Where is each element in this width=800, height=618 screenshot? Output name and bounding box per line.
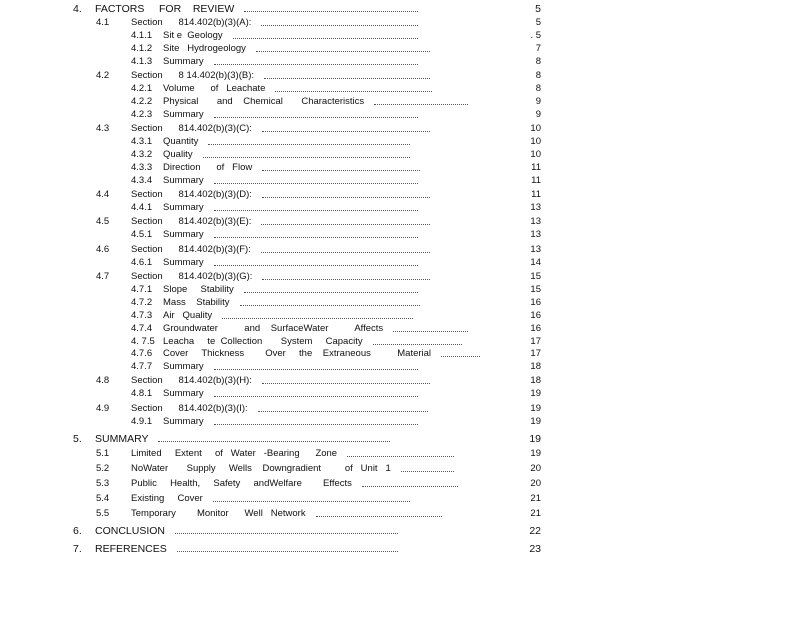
toc-entry[interactable]: [0, 149, 560, 161]
toc-entry-page-number: 11: [531, 189, 541, 200]
toc-entry-title: Section 814.402(b)(3)(I):: [131, 403, 248, 414]
toc-entry-page-number: 11: [531, 162, 541, 173]
dot-leader: [244, 11, 418, 12]
toc-entry[interactable]: [0, 123, 560, 135]
toc-entry[interactable]: [0, 478, 560, 490]
dot-leader: [262, 279, 430, 280]
toc-entry[interactable]: [0, 175, 560, 187]
toc-entry-number: 4.9.1: [131, 416, 153, 427]
toc-entry-number: 5.5: [96, 508, 110, 519]
toc-entry[interactable]: [0, 310, 560, 322]
toc-entry-page-number: 10: [530, 136, 541, 147]
toc-entry-number: 5.2: [96, 463, 110, 474]
dot-leader: [233, 38, 418, 39]
toc-entry-title: Summary: [163, 388, 204, 399]
dot-leader: [158, 441, 390, 442]
toc-entry-number: 4.1.3: [131, 56, 153, 67]
dot-leader: [214, 396, 418, 397]
dot-leader: [213, 501, 410, 502]
toc-entry[interactable]: [0, 189, 560, 201]
toc-entry[interactable]: [0, 56, 560, 68]
toc-entry[interactable]: [0, 96, 560, 108]
toc-entry[interactable]: [0, 543, 560, 555]
toc-entry-number: 4.7.7: [131, 361, 153, 372]
toc-entry[interactable]: [0, 525, 560, 537]
toc-entry-title: Mass Stability: [163, 297, 230, 308]
toc-entry-title: Temporary Monitor Well Network: [131, 508, 306, 519]
toc-entry[interactable]: [0, 508, 560, 520]
toc-entry[interactable]: [0, 3, 560, 15]
toc-entry-page-number: 21: [530, 508, 541, 519]
toc-entry-number: 4.3.1: [131, 136, 153, 147]
toc-entry-title: Leacha te Collection System Capacity: [163, 336, 363, 347]
toc-entry[interactable]: [0, 202, 560, 214]
toc-entry-title: Limited Extent of Water -Bearing Zone: [131, 448, 338, 459]
toc-entry-page-number: 10: [530, 123, 541, 134]
toc-entry[interactable]: [0, 297, 560, 309]
toc-entry-number: 4.5: [96, 216, 110, 227]
dot-leader: [261, 25, 418, 26]
toc-entry-title: Section 814.402(b)(3)(C):: [131, 123, 252, 134]
toc-entry-title: Summary: [163, 229, 204, 240]
toc-entry-number: 4.1.2: [131, 43, 153, 54]
toc-entry-number: 4.4: [96, 189, 110, 200]
dot-leader: [374, 104, 468, 105]
dot-leader: [347, 456, 454, 457]
toc-entry[interactable]: [0, 403, 560, 415]
dot-leader: [240, 305, 420, 306]
toc-entry-title: Summary: [163, 416, 204, 427]
toc-entry-title: SUMMARY: [95, 433, 149, 445]
dot-leader: [362, 486, 458, 487]
toc-entry-number: 5.: [73, 433, 82, 445]
toc-entry-title: Section 814.402(b)(3)(F):: [131, 244, 251, 255]
toc-entry-title: Existing Cover: [131, 493, 203, 504]
toc-entry-page-number: 7: [535, 43, 541, 54]
dot-leader: [262, 131, 430, 132]
toc-entry-number: 4.7.4: [131, 323, 153, 334]
toc-entry-title: Site Hydrogeology: [163, 43, 246, 54]
dot-leader: [258, 411, 428, 412]
toc-entry-title: Physical and Chemical Characteristics: [163, 96, 365, 107]
toc-entry[interactable]: [0, 463, 560, 475]
dot-leader: [214, 64, 418, 65]
toc-entry-number: 4.6: [96, 244, 110, 255]
dot-leader: [208, 144, 410, 145]
toc-entry-title: Cover Thickness Over the Extraneous Material: [163, 348, 432, 359]
toc-entry[interactable]: [0, 361, 560, 373]
toc-entry[interactable]: [0, 257, 560, 269]
toc-entry[interactable]: [0, 416, 560, 428]
toc-entry-number: 4.4.1: [131, 202, 153, 213]
toc-entry-page-number: 10: [530, 149, 541, 160]
toc-entry-title: NoWater Supply Wells Downgradient of Unit 1: [131, 463, 391, 474]
toc-entry[interactable]: [0, 323, 560, 335]
toc-entry[interactable]: [0, 336, 560, 348]
toc-entry-title: FACTORS FOR REVIEW: [95, 3, 235, 15]
toc-entry[interactable]: [0, 348, 560, 360]
toc-entry-title: Section 814.402(b)(3)(D):: [131, 189, 252, 200]
toc-entry-number: 4.2.1: [131, 83, 153, 94]
toc-entry[interactable]: [0, 284, 560, 296]
dot-leader: [214, 424, 418, 425]
toc-entry[interactable]: [0, 448, 560, 460]
toc-entry-number: 4.7.3: [131, 310, 153, 321]
toc-entry-title: CONCLUSION: [95, 525, 166, 537]
toc-entry-number: 4.3.3: [131, 162, 153, 173]
toc-entry-page-number: 19: [530, 403, 541, 414]
dot-leader: [214, 265, 418, 266]
toc-entry-title: Summary: [163, 109, 204, 120]
toc-entry-page-number: 17: [530, 336, 541, 347]
toc-entry-number: 4.8: [96, 375, 110, 386]
toc-entry-number: 4.: [73, 3, 82, 15]
toc-entry[interactable]: [0, 388, 560, 400]
dot-leader: [256, 51, 430, 52]
dot-leader: [262, 197, 430, 198]
dot-leader: [244, 292, 418, 293]
dot-leader: [222, 318, 413, 319]
toc-entry-number: 4.9: [96, 403, 110, 414]
toc-entry[interactable]: [0, 216, 560, 228]
toc-entry[interactable]: [0, 271, 560, 283]
toc-entry-page-number: . 5: [530, 30, 541, 41]
dot-leader: [262, 383, 430, 384]
dot-leader: [401, 471, 454, 472]
toc-entry-number: 4. 7.5: [131, 336, 155, 347]
toc-entry-number: 4.2.3: [131, 109, 153, 120]
toc-entry-page-number: 19: [530, 416, 541, 427]
dot-leader: [373, 344, 462, 345]
toc-entry-title: Direction of Flow: [163, 162, 253, 173]
toc-entry-number: 7.: [73, 543, 82, 555]
toc-entry-number: 4.8.1: [131, 388, 153, 399]
toc-entry-title: Quality: [163, 149, 193, 160]
dot-leader: [316, 516, 442, 517]
toc-entry-number: 4.5.1: [131, 229, 153, 240]
toc-entry-number: 4.2.2: [131, 96, 153, 107]
toc-entry-page-number: 19: [530, 388, 541, 399]
toc-entry[interactable]: [0, 17, 560, 29]
toc-entry-number: 4.1: [96, 17, 110, 28]
toc-entry-page-number: 22: [529, 525, 541, 537]
toc-entry[interactable]: [0, 109, 560, 121]
toc-entry-title: Groundwater and SurfaceWater Affects: [163, 323, 384, 334]
toc-entry-title: Summary: [163, 257, 204, 268]
toc-entry-page-number: 13: [530, 244, 541, 255]
toc-entry-title: Section 814.402(b)(3)(H):: [131, 375, 252, 386]
toc-entry-page-number: 16: [530, 297, 541, 308]
toc-entry-title: Summary: [163, 361, 204, 372]
toc-entry-page-number: 18: [530, 375, 541, 386]
toc-entry-page-number: 20: [530, 463, 541, 474]
toc-entry-page-number: 16: [530, 323, 541, 334]
toc-entry[interactable]: [0, 493, 560, 505]
toc-entry-page-number: 13: [530, 202, 541, 213]
toc-entry-page-number: 8: [535, 70, 541, 81]
toc-entry-page-number: 5: [535, 17, 541, 28]
toc-entry-number: 5.3: [96, 478, 110, 489]
toc-entry-page-number: 8: [535, 83, 541, 94]
dot-leader: [261, 224, 430, 225]
toc-entry[interactable]: [0, 30, 560, 42]
toc-entry-number: 4.3.2: [131, 149, 153, 160]
toc-entry-number: 4.7: [96, 271, 110, 282]
dot-leader: [264, 78, 430, 79]
toc-entry-page-number: 23: [529, 543, 541, 555]
toc-entry-number: 4.3: [96, 123, 110, 134]
toc-entry-title: Section 814.402(b)(3)(A):: [131, 17, 252, 28]
dot-leader: [214, 210, 418, 211]
toc-entry[interactable]: [0, 433, 560, 445]
toc-entry-page-number: 18: [530, 361, 541, 372]
toc-entry-title: Section 8 14.402(b)(3)(B):: [131, 70, 255, 81]
toc-entry-number: 4.6.1: [131, 257, 153, 268]
dot-leader: [214, 183, 418, 184]
dot-leader: [175, 533, 398, 534]
dot-leader: [261, 252, 430, 253]
toc-entry-title: Slope Stability: [163, 284, 234, 295]
toc-entry-title: Section 814.402(b)(3)(E):: [131, 216, 252, 227]
toc-entry-page-number: 19: [530, 448, 541, 459]
toc-entry-title: Section 814.402(b)(3)(G):: [131, 271, 253, 282]
toc-entry[interactable]: [0, 83, 560, 95]
toc-entry-page-number: 13: [530, 229, 541, 240]
toc-entry-title: Summary: [163, 56, 204, 67]
toc-entry-number: 4.7.6: [131, 348, 153, 359]
toc-entry-page-number: 20: [530, 478, 541, 489]
dot-leader: [203, 157, 410, 158]
toc-entry[interactable]: [0, 375, 560, 387]
toc-entry-number: 4.1.1: [131, 30, 153, 41]
toc-entry[interactable]: [0, 162, 560, 174]
toc-entry-number: 4.2: [96, 70, 110, 81]
toc-entry-number: 5.1: [96, 448, 110, 459]
dot-leader: [214, 237, 418, 238]
toc-entry[interactable]: [0, 229, 560, 241]
toc-entry-number: 4.3.4: [131, 175, 153, 186]
toc-entry-page-number: 16: [530, 310, 541, 321]
toc-entry-title: Air Quality: [163, 310, 213, 321]
toc-entry-number: 6.: [73, 525, 82, 537]
toc-entry-title: Summary: [163, 202, 204, 213]
dot-leader: [275, 91, 432, 92]
dot-leader: [214, 117, 418, 118]
toc-entry-title: Volume of Leachate: [163, 83, 266, 94]
toc-entry-page-number: 14: [530, 257, 541, 268]
toc-entry[interactable]: [0, 43, 560, 55]
toc-entry-page-number: 5: [535, 3, 541, 15]
toc-entry-page-number: 8: [535, 56, 541, 67]
toc-entry-page-number: 15: [530, 284, 541, 295]
toc-entry-number: 4.7.2: [131, 297, 153, 308]
toc-entry-page-number: 9: [535, 96, 541, 107]
toc-entry-page-number: 17: [530, 348, 541, 359]
toc-entry-page-number: 13: [530, 216, 541, 227]
toc-entry-title: Sit e Geology: [163, 30, 223, 41]
dot-leader: [214, 369, 418, 370]
toc-entry-page-number: 19: [529, 433, 541, 445]
toc-entry-page-number: 21: [530, 493, 541, 504]
toc-entry[interactable]: [0, 244, 560, 256]
toc-entry-title: Quantity: [163, 136, 199, 147]
dot-leader: [177, 551, 398, 552]
dot-leader: [262, 170, 420, 171]
toc-entry-title: REFERENCES: [95, 543, 167, 555]
dot-leader: [393, 331, 468, 332]
toc-entry-title: Summary: [163, 175, 204, 186]
dot-leader: [441, 356, 480, 357]
toc-entry[interactable]: [0, 136, 560, 148]
toc-entry-page-number: 9: [535, 109, 541, 120]
toc-entry-title: Public Health, Safety andWelfare Effects: [131, 478, 352, 489]
toc-entry-page-number: 11: [531, 175, 541, 186]
toc-entry-number: 4.7.1: [131, 284, 153, 295]
toc-entry-page-number: 15: [530, 271, 541, 282]
toc-entry[interactable]: [0, 70, 560, 82]
toc-entry-number: 5.4: [96, 493, 110, 504]
